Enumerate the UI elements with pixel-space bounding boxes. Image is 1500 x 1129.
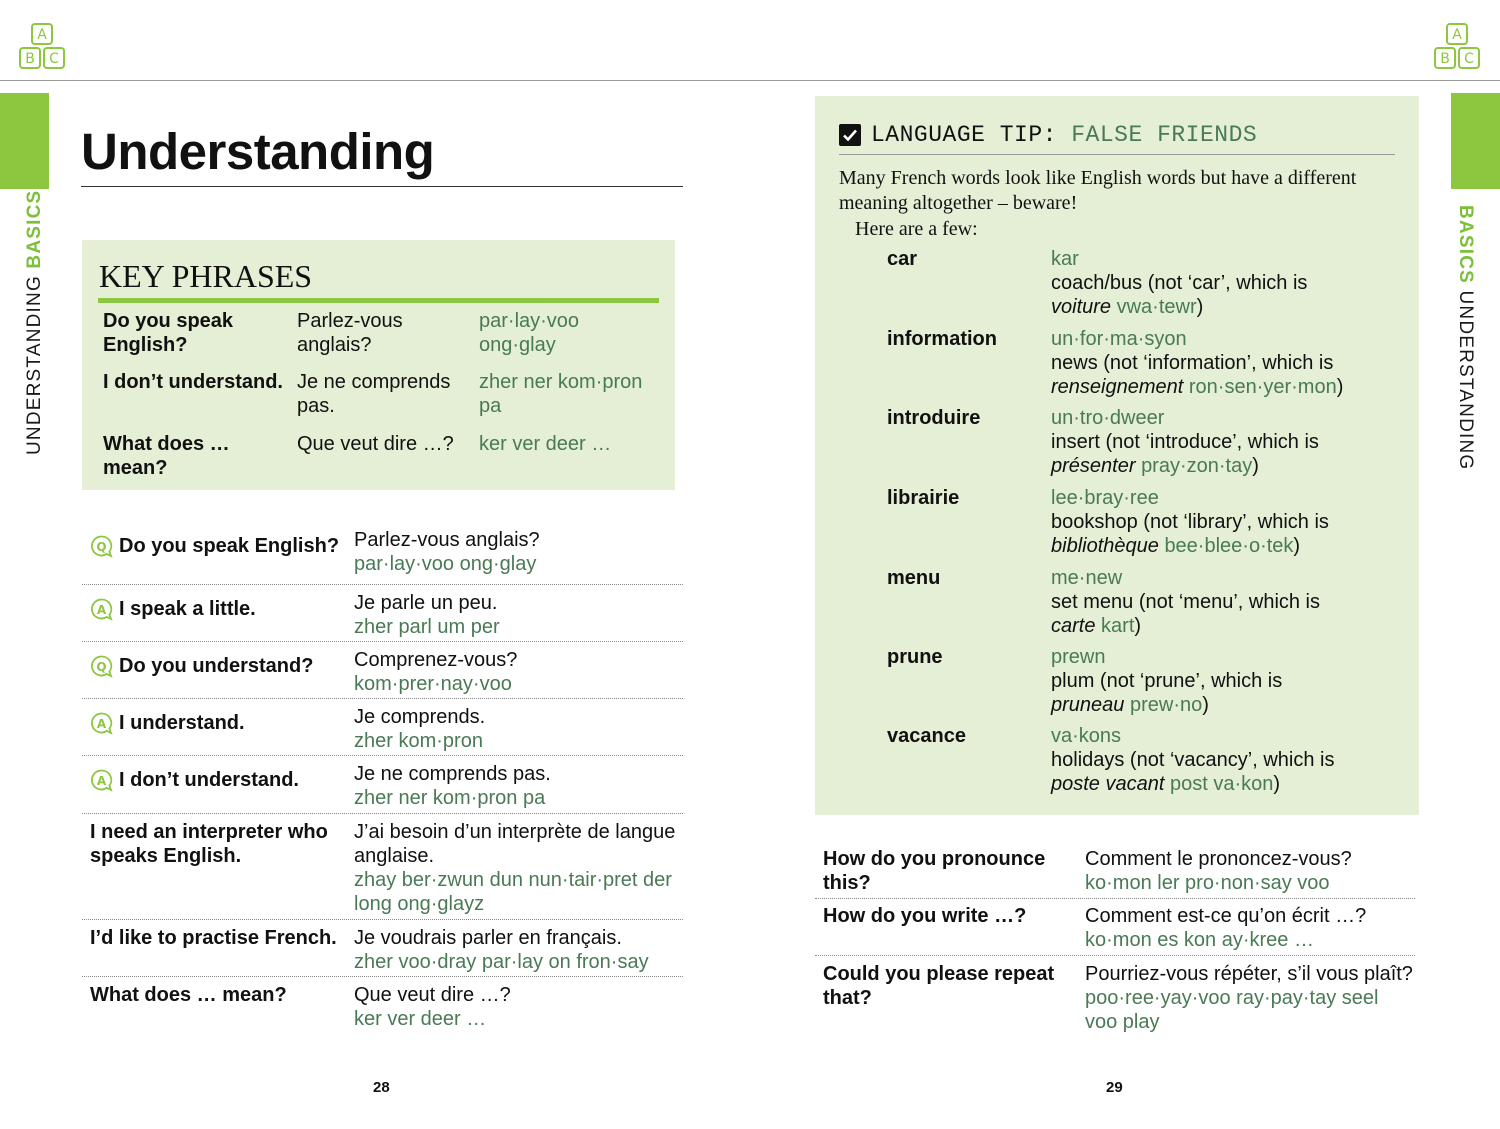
page-number: 28 — [373, 1079, 390, 1096]
phrase-row: A I don’t understand. Je ne comprends pas. zher ner kom·pron pa — [82, 762, 683, 814]
phrase-row: Q Do you speak English? Parlez-vous anglais? par·lay·voo ong·glay — [82, 528, 683, 585]
answer-bubble-icon — [90, 712, 113, 735]
svg-text:A: A — [96, 603, 107, 617]
phrase-row: How do you write …? Comment est-ce qu’on écrit …? ko·mon es kon ay·kree … — [815, 904, 1415, 956]
tip-rule — [839, 154, 1395, 155]
answer-bubble-icon — [90, 769, 113, 792]
question-bubble-icon — [90, 535, 113, 558]
tip-title: LANGUAGE TIP: FALSE FRIENDS — [871, 122, 1258, 148]
page-number: 29 — [1106, 1079, 1123, 1096]
question-bubble-icon — [90, 655, 113, 678]
phrase-row: Q Do you understand? Comprenez-vous? kom·prer·nay·voo — [82, 648, 683, 699]
svg-text:B: B — [1440, 51, 1450, 67]
svg-text:Q: Q — [96, 540, 107, 554]
tip-intro-few: Here are a few: — [855, 218, 978, 240]
tip-intro: Many French words look like English words but have a different meaning altogether – beware! — [839, 167, 1357, 214]
side-section-label: UNDERSTANDING BASICS — [24, 189, 45, 455]
key-phrases-bar — [98, 298, 659, 303]
chapter-tab — [0, 93, 49, 189]
phrase-row: Could you please repeat that? Pourriez-vous répéter, s’il vous plaît? poo·ree·yay·voo ray·pay·tay seel voo play — [823, 963, 1413, 1033]
key-phrases-heading: KEY PHRASES — [99, 258, 313, 294]
svg-text:C: C — [49, 51, 59, 67]
side-section-label: BASICS UNDERSTANDING — [1455, 205, 1476, 471]
svg-text:B: B — [25, 51, 35, 67]
abc-blocks-icon — [18, 22, 68, 70]
svg-text:C: C — [1464, 51, 1474, 67]
checkbox-icon — [839, 124, 861, 146]
svg-text:A: A — [1452, 27, 1462, 43]
key-phrases-box: KEY PHRASES Do you speak English? Parlez-vous anglais? par·lay·voo ong·glay I don’t understand. Je ne comprends pas. zher ner kom·pron pa What does … mean? Que veut dire …? ker ver deer … — [82, 240, 675, 490]
chapter-tab — [1451, 93, 1500, 189]
title-rule — [81, 186, 683, 187]
svg-text:A: A — [96, 774, 107, 788]
phrase-row: What does … mean? Que veut dire …? ker ver deer … — [90, 984, 511, 1030]
phrase-row: How do you pronounce this? Comment le prononcez-vous? ko·mon ler pro·non·say voo — [815, 847, 1415, 899]
svg-text:Q: Q — [96, 660, 107, 674]
header-rule — [0, 80, 1500, 81]
phrase-row: I’d like to practise French. Je voudrais parler en français. zher voo·dray par·lay on fron·say — [82, 926, 683, 977]
page-title: Understanding — [81, 123, 435, 180]
phrase-row: I need an interpreter who speaks English. J’ai besoin d’un interprète de langue anglaise. zhay ber·zwun dun nun·tair·pret der long ong·glayz — [82, 820, 683, 920]
svg-text:A: A — [96, 717, 107, 731]
phrase-row: A I speak a little. Je parle un peu. zher parl um per — [82, 591, 683, 642]
answer-bubble-icon — [90, 598, 113, 621]
phrase-row: A I understand. Je comprends. zher kom·pron — [82, 705, 683, 756]
svg-text:A: A — [37, 27, 47, 43]
language-tip-box: LANGUAGE TIP: FALSE FRIENDS Many French words look like English words but have a different meaning altogether – beware! Here are a few: car kar coach/bus (not ‘car’, which is voiture vwa·tewr) information un·for·ma·syon news (not ‘information’, which is renseignement ron·sen·yer·mon) introduire un·tro·dweer insert (not ‘introduce’, which is présenter pray·zon·tay) librairie lee·bray·ree bookshop (not ‘library’, which is bibliothèque bee·blee·o·tek) menu me·new set menu (not ‘menu’, which is carte kart) prune prewn plum (not ‘prune’, which is pruneau prew·no) vacance va·kons holidays (not ‘vacancy’, which is poste vacant post va·kon) — [815, 96, 1419, 815]
abc-blocks-icon — [1433, 22, 1483, 70]
